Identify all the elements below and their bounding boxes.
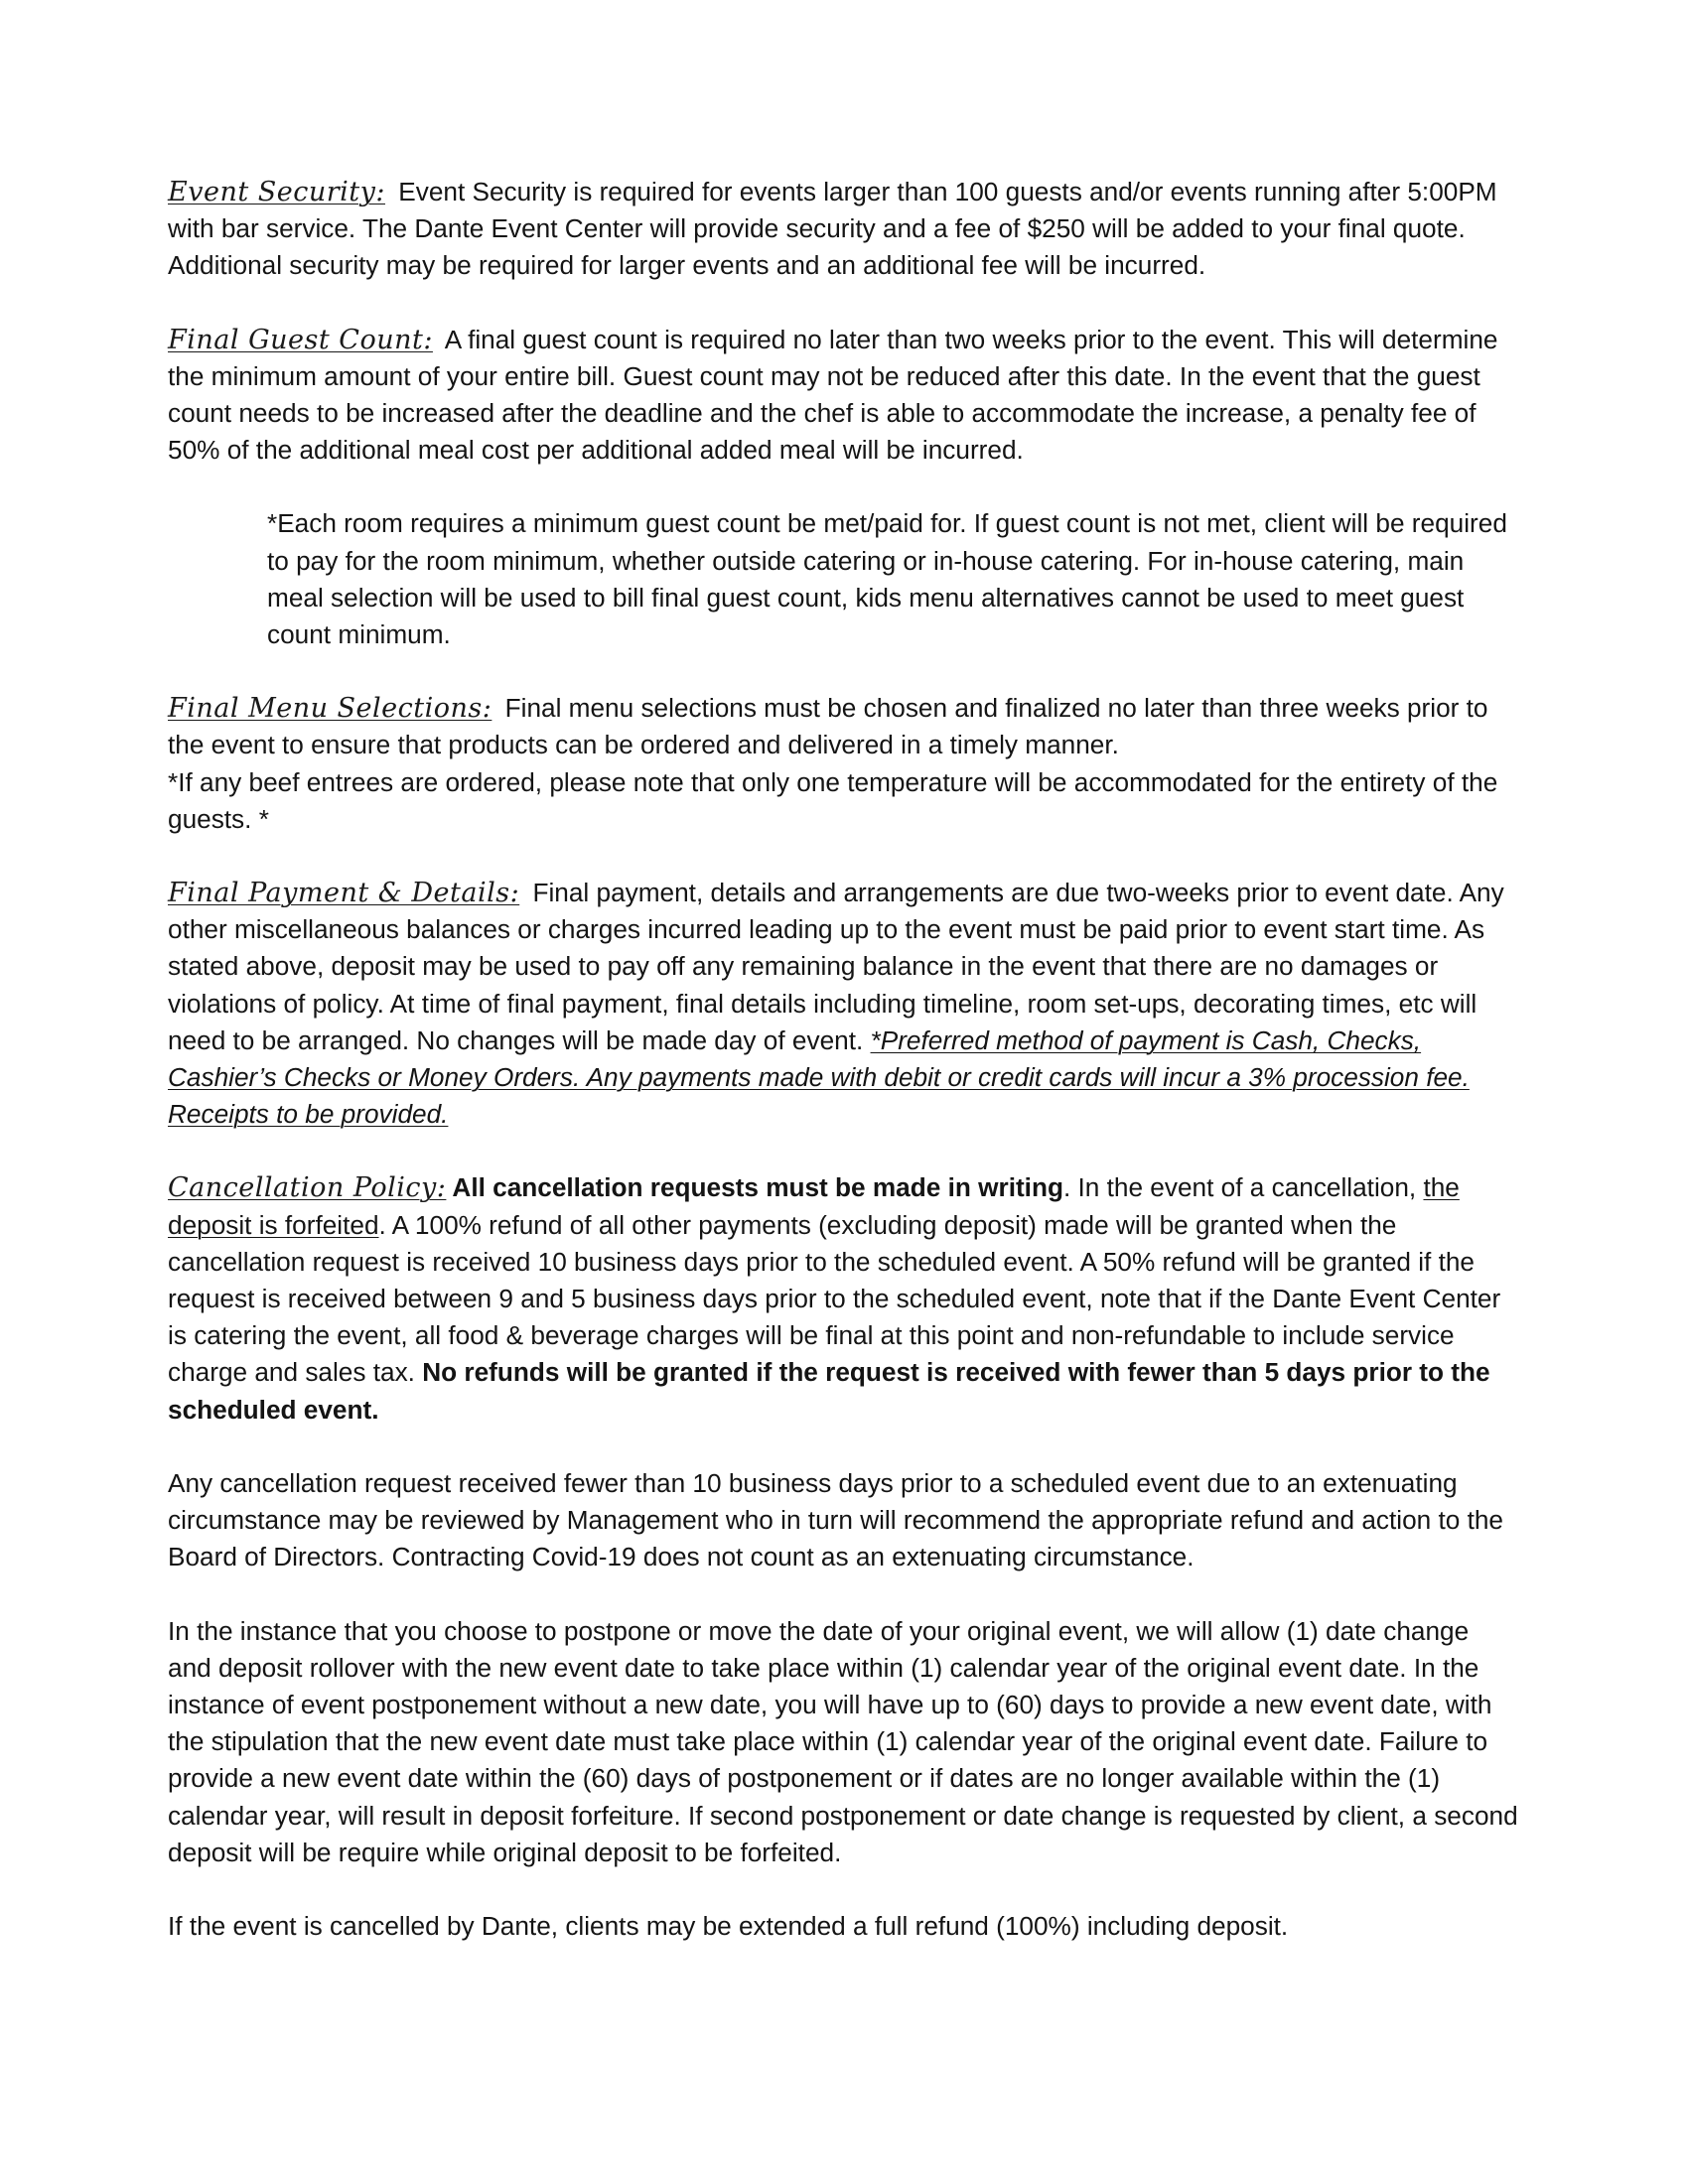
beef-temperature-note: *If any beef entrees are ordered, please note that only one temperature will be accommodated for the entirety of the guests. * [168,766,1498,834]
no-refund-text: No refunds will be granted if the request is received with fewer than 5 days prior to the scheduled event. [168,1357,1490,1425]
cancellation-heading: Cancellation Policy: [168,1172,447,1204]
dante-cancellation-paragraph: If the event is cancelled by Dante, clients may be extended a full refund (100%) including deposit. [168,1910,1289,1941]
extenuating-paragraph: Any cancellation request received fewer than 10 business days prior to a scheduled event due to an extenuating circumstance may be reviewed by Management who in turn will recommend the appropriate refund and action to the Board of Directors. Contracting Covid-19 does not count as an extenuating circumstance. [168,1467,1503,1572]
deposit-forfeited-text: the deposit is forfeited [168,1172,1460,1240]
room-minimum-note: *Each room requires a minimum guest count be met/paid for. If guest count is not met, client will be required to pay for the room minimum, whether outside catering or in-house catering. For in-house catering, main meal selection will be used to bill final guest count, kids menu alternatives cannot be used to meet guest count minimum. [267,508,1507,650]
final-menu-heading: Final Menu Selections: [168,693,492,725]
cancellation-bold-intro: All cancellation requests must be made in writing [452,1172,1063,1203]
event-security-text: Event Security is required for events larger than 100 guests and/or events running after 5:00PM with bar service. The Dante Event Center will provide security and a fee of $250 will be added to your final quote. Additional security may be required for larger events and an additional fee will be incurred. [168,177,1497,281]
final-guest-count-section [168,322,1518,470]
policy-document [168,174,1518,1981]
final-menu-section [168,690,1518,838]
final-payment-text: Final payment, details and arrangements are due two-weeks prior to event date. Any other miscellaneous balances or charges incurred leading up to the event must be paid prior to event start time. As stated above, deposit may be used to pay off any remaining balance in the event that there are no damages or violations of policy. At time of final payment, final details including timeline, room set-ups, decorating times, etc will need to be arranged. No changes will be made day of event. [168,878,1504,1055]
cancellation-text: . A 100% refund of all other payments (excluding deposit) made will be granted when the cancellation request is received 10 business days prior to the scheduled event. A 50% refund will be granted if the request is received between 9 and 5 business days prior to the scheduled event, note that if the Dante Event Center is catering the event, all food & beverage charges will be final at this point and non-refundable to include service charge and sales tax. [168,1209,1501,1388]
final-menu-text: Final menu selections must be chosen and finalized no later than three weeks prior to the event to ensure that products can be ordered and delivered in a timely manner. [168,693,1488,760]
postponement-paragraph: In the instance that you choose to postpone or move the date of your original event, we will allow (1) date change and deposit rollover with the new event date to take place within (1) calendar year of the original event date. In the instance of event postponement without a new date, you will have up to (60) days to provide a new event date, with the stipulation that the new event date must take place within (1) calendar year of the original event date. Failure to provide a new event date within the (60) days of postponement or if dates are no longer available within the (1) calendar year, will result in deposit forfeiture. If second postponement or date change is requested by client, a second deposit will be require while original deposit to be forfeited. [168,1615,1518,1867]
final-guest-count-text: A final guest count is required no later than two weeks prior to the event. This will determine the minimum amount of your entire bill. Guest count may not be reduced after this date. In the event that the guest count needs to be increased after the deadline and the chef is able to accommodate the increase, a penalty fee of 50% of the additional meal cost per additional added meal will be incurred. [168,324,1498,466]
cancellation-intro-end: . In the event of a cancellation, [1062,1172,1417,1203]
final-payment-heading: Final Payment & Details: [168,878,520,909]
final-payment-section [168,875,1518,1133]
cancellation-section [168,1169,1518,1428]
event-security-heading: Event Security: [168,177,385,207]
preferred-payment-note: *Preferred method of payment is Cash, Checks, Cashier’s Checks or Money Orders. Any payments made with debit or credit cards will incur a 3% procession fee. Receipts to be provided. [168,1024,1470,1130]
event-security-section [168,174,1518,285]
final-guest-count-heading: Final Guest Count: [168,324,433,355]
